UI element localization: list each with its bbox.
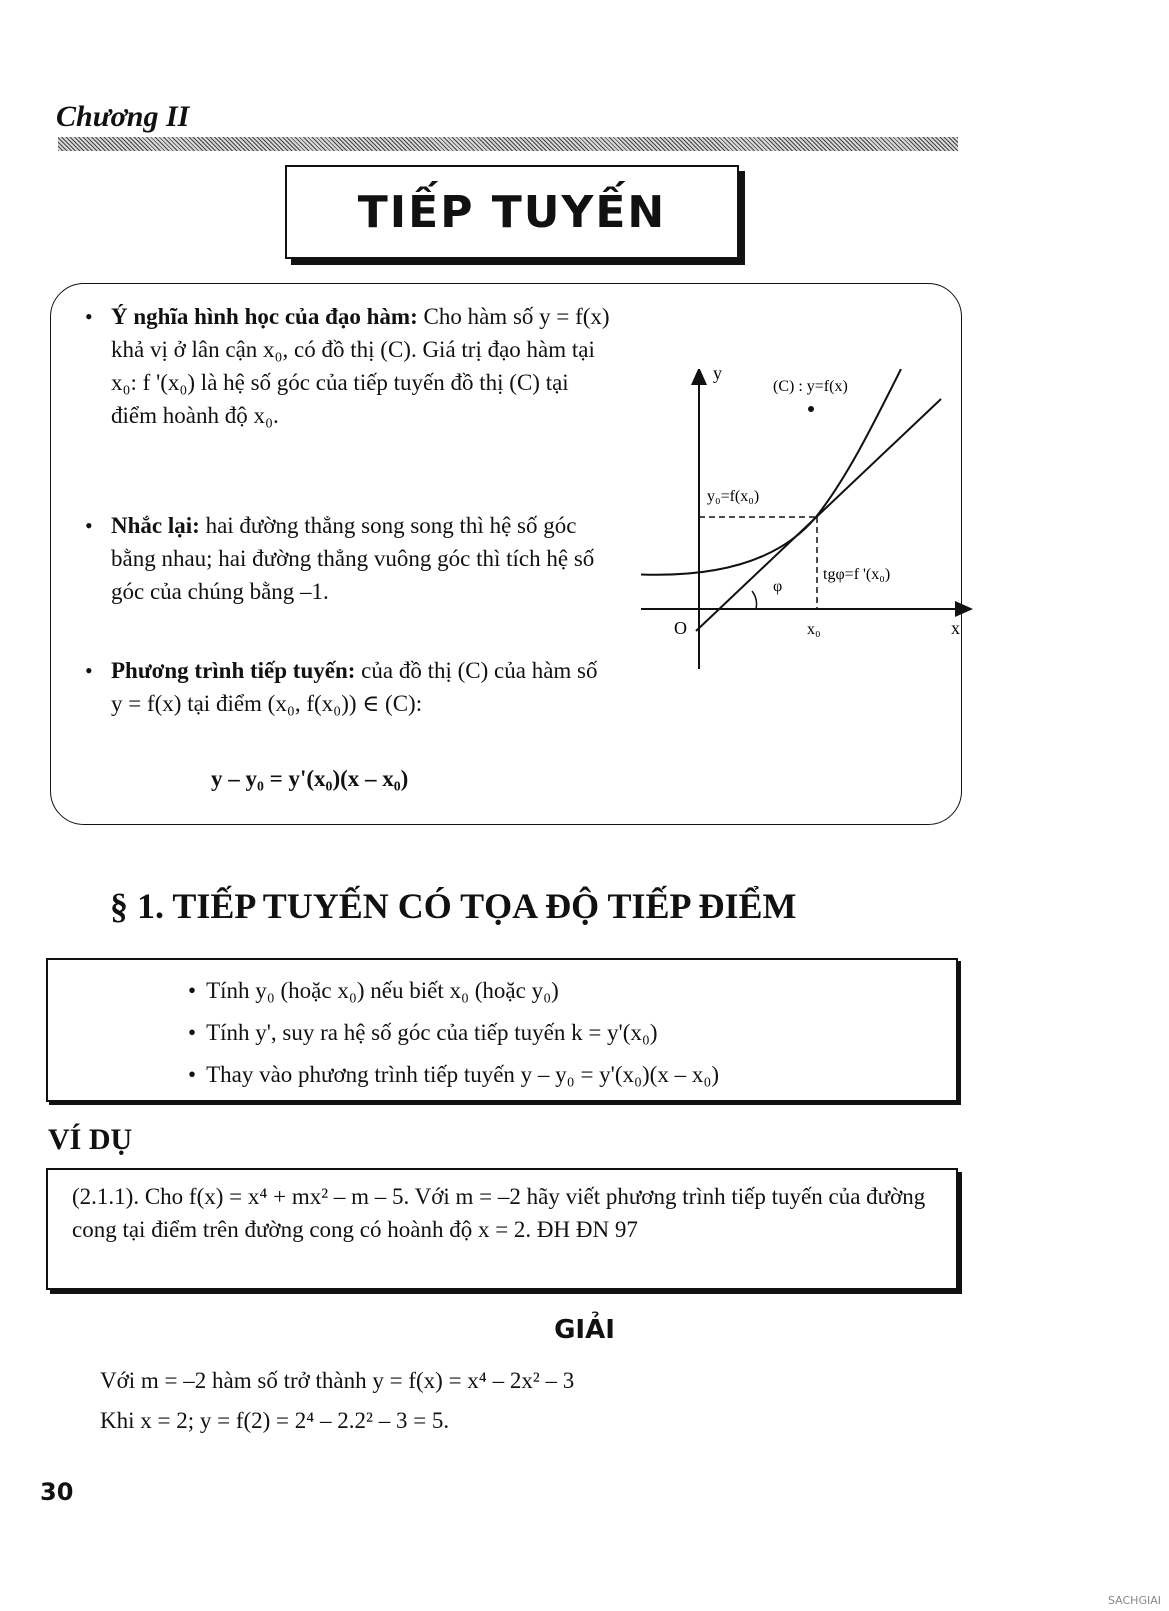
angle-label: φ (773, 578, 783, 595)
theory-bullet-reminder (85, 509, 611, 608)
theory-bullet-text: Cho hàm số y = f(x) khả vị ở lân cận x₀, có đồ thị (C). Giá trị đạo hàm tại x₀: f '(x₀) là hệ số góc của tiếp tuyến đồ thị (C) tại điểm hoành độ x₀. (111, 304, 610, 428)
bullet-dot: • (85, 304, 93, 329)
theory-bullet-equation (85, 654, 611, 720)
example-problem: (2.1.1). Cho f(x) = x⁴ + mx² – m – 5. Với m = –2 hãy viết phương trình tiếp tuyến của đường cong tại điểm trên đường cong có hoành độ x = 2. ĐH ĐN 97 (72, 1184, 926, 1242)
y0-label: y₀=f(x₀) (707, 488, 760, 505)
tangent-formula: y – y₀ = y'(x₀)(x – x₀) (211, 766, 409, 791)
example-heading: VÍ DỤ (48, 1123, 133, 1156)
method-box (46, 958, 958, 1102)
theory-bullet-text: hai đường thẳng song song thì hệ số góc bằng nhau; hai đường thẳng vuông góc thì tích hệ số góc của chúng bằng –1. (111, 513, 595, 604)
example-box (46, 1168, 958, 1290)
bullet-dot: • (85, 658, 93, 683)
x0-label: x₀ (807, 621, 821, 638)
slope-label: tgφ=f '(x₀) (823, 566, 891, 583)
method-step: • Tính y', suy ra hệ số góc của tiếp tuyến k = y'(x₀) (188, 1012, 956, 1054)
method-steps (48, 960, 956, 1096)
curve-c (641, 369, 901, 575)
curve-label: (C) : y=f(x) (773, 378, 848, 395)
theory-bullet-text: của đồ thị (C) của hàm số y = f(x) tại điểm (x₀, f(x₀)) ∈ (C): (111, 658, 598, 716)
theory-bullet-heading: Phương trình tiếp tuyến: (111, 658, 356, 683)
theory-box (50, 283, 962, 825)
chapter-label: Chương II (56, 100, 190, 133)
chapter-rule (58, 137, 958, 151)
theory-bullet-heading: Ý nghĩa hình học của đạo hàm: (111, 304, 418, 329)
solution-line-1: Với m = –2 hàm số trở thành y = f(x) = x⁴ – 2x² – 3 (100, 1368, 575, 1393)
theory-bullet-heading: Nhắc lại: (111, 513, 200, 538)
chapter-title: TIẾP TUYẾN (285, 165, 739, 259)
theory-bullet-meaning (85, 300, 611, 432)
solution-heading: GIẢI (554, 1315, 615, 1345)
watermark: SACHGIAI (1107, 1594, 1161, 1607)
x-axis-label: x (951, 618, 960, 638)
method-step: • Tính y₀ (hoặc x₀) nếu biết x₀ (hoặc y₀) (188, 970, 956, 1012)
section-title: § 1. TIẾP TUYẾN CÓ TỌA ĐỘ TIẾP ĐIỂM (110, 886, 797, 926)
solution-line-2: Khi x = 2; y = f(2) = 2⁴ – 2.2² – 3 = 5. (100, 1408, 450, 1433)
origin-label: O (674, 618, 687, 638)
tangent-graph (641, 369, 991, 709)
method-step: • Thay vào phương trình tiếp tuyến y – y₀ = y'(x₀)(x – x₀) (188, 1054, 956, 1096)
page-number: 30 (40, 1478, 74, 1506)
tangent-line (696, 399, 941, 631)
y-axis-label: y (713, 369, 722, 383)
bullet-dot: • (85, 513, 93, 538)
angle-arc (752, 591, 757, 609)
curve-dot (808, 406, 814, 412)
